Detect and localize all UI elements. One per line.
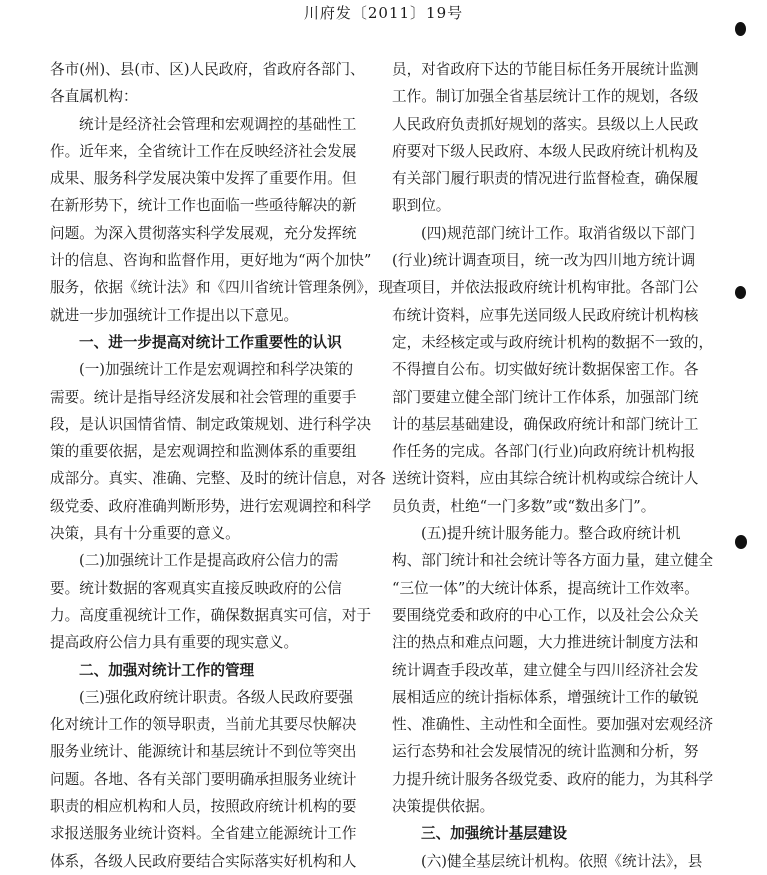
text-line: 服务业统计、能源统计和基层统计不到位等突出 (50, 743, 357, 761)
text-line: 作任务的完成。各部门(行业)向政府统计机构报 (392, 443, 696, 461)
text-line: 员，对省政府下达的节能目标任务开展统计监测 (392, 61, 699, 78)
text-line: 运行态势和社会发展情况的统计监测和分析，努 (392, 743, 699, 761)
text-line: 级党委、政府准确判断形势，进行宏观调控和科学 (50, 497, 372, 515)
text-line: (五)提升统计服务能力。整合政府统计机 (421, 525, 681, 543)
text-line: 问题。各地、各有关部门要明确承担服务业统计 (50, 770, 357, 788)
text-line: 计的信息、咨询和监督作用，更好地为“两个加快” (50, 252, 372, 270)
text-line: 作。近年来，全省统计工作在反映经济社会发展 (50, 142, 357, 160)
text-line: 要。统计数据的客观真实直接反映政府的公信 (50, 579, 342, 597)
text-line: 有关部门履行职责的情况进行监督检查，确保履 (392, 170, 699, 188)
text-line: 段，是认识国情省情、制定政策规划、进行科学决 (50, 415, 372, 433)
text-line: (行业)统计调查项目，统一改为四川地方统计调 (392, 252, 696, 270)
text-line: (一)加强统计工作是宏观调控和科学决策的 (79, 361, 354, 379)
text-line: 各市(州)、县(市、区)人民政府，省政府各部门、 (50, 61, 365, 78)
text-line: 注的热点和难点问题，大力推进统计制度方法和 (392, 634, 699, 652)
text-line: 构、部门统计和社会统计等各方面力量，建立健全 (392, 552, 714, 570)
text-line: 展相适应的统计指标体系，增强统计工作的敏锐 (392, 688, 699, 706)
text-line: 统计调查手段改革，建立健全与四川经济社会发 (392, 661, 699, 679)
right-text-column (392, 56, 712, 875)
text-line: 布统计资料，应事先送同级人民政府统计机构核 (392, 306, 699, 324)
text-line: 职责的相应机构和人员，按照政府统计机构的要 (50, 798, 357, 816)
text-line: 员负责，杜绝“一门多数”或“数出多门”。 (392, 497, 656, 515)
text-line: (四)规范部门统计工作。取消省级以下部门 (421, 224, 696, 242)
text-line: (六)健全基层统计机构。依照《统计法》，县 (421, 852, 703, 870)
text-line: 决策，具有十分重要的意义。 (50, 525, 240, 543)
text-line: 力。高度重视统计工作，确保数据真实可信，对于 (50, 606, 372, 624)
text-line: 府要对下级人民政府、本级人民政府统计机构及 (392, 142, 699, 160)
text-line: 计的基层基础建设，确保政府统计和部门统计工 (392, 415, 699, 433)
text-line: 职到位。 (392, 197, 451, 215)
text-line: 服务，依据《统计法》和《四川省统计管理条例》，现 (50, 279, 393, 297)
scan-blot (735, 535, 747, 549)
text-line: 成部分。真实、准确、完整、及时的统计信息，对各 (50, 470, 386, 488)
text-line: 提高政府公信力具有重要的现实意义。 (50, 634, 299, 652)
text-line: 部门要建立健全部门统计工作体系，加强部门统 (392, 388, 699, 406)
text-line: 求报送服务业统计资料。全省建立能源统计工作 (50, 825, 357, 843)
text-line: 查项目，并依法报政府统计机构审批。各部门公 (392, 279, 699, 297)
text-line: “三位一体”的大统计体系，提高统计工作效率。 (392, 579, 699, 597)
left-text-column (50, 56, 393, 875)
text-line: 体系，各级人民政府要结合实际落实好机构和人 (50, 852, 357, 870)
text-line: 问题。为深入贯彻落实科学发展观，充分发挥统 (50, 224, 357, 242)
text-line: 统计是经济社会管理和宏观调控的基础性工 (79, 115, 357, 133)
text-line: 不得擅自公布。切实做好统计数据保密工作。各 (392, 361, 699, 379)
text-line: (三)强化政府统计职责。各级人民政府要强 (79, 688, 354, 706)
text-line: 各直属机构： (50, 88, 138, 106)
text-line: 成果、服务科学发展决策中发挥了重要作用。但 (50, 170, 357, 188)
text-line: 需要。统计是指导经济发展和社会管理的重要手 (50, 388, 357, 406)
section-heading: 二、加强对统计工作的管理 (79, 661, 255, 679)
document-number-header: 川府发〔2011〕19号 (303, 4, 464, 22)
text-line: (二)加强统计工作是提高政府公信力的需 (79, 552, 339, 570)
text-line: 送统计资料，应由其综合统计机构或综合统计人 (392, 470, 699, 488)
text-line: 化对统计工作的领导职责，当前尤其要尽快解决 (50, 716, 357, 734)
text-line: 要围绕党委和政府的中心工作，以及社会公众关 (392, 606, 699, 624)
text-line: 人民政府负责抓好规划的落实。县级以上人民政 (392, 115, 699, 133)
text-line: 决策提供依据。 (392, 798, 495, 816)
scan-blot (735, 22, 746, 36)
text-line: 力提升统计服务各级党委、政府的能力，为其科学 (392, 770, 714, 788)
section-heading: 一、进一步提高对统计工作重要性的认识 (79, 333, 342, 351)
text-line: 性、准确性、主动性和全面性。要加强对宏观经济 (392, 716, 714, 734)
text-line: 策的重要依据，是宏观调控和监测体系的重要组 (50, 443, 357, 461)
text-line: 定，未经核定或与政府统计机构的数据不一致的， (392, 333, 714, 351)
text-line: 工作。制订加强全省基层统计工作的规划，各级 (392, 88, 699, 106)
text-line: 在新形势下，统计工作也面临一些亟待解决的新 (50, 197, 357, 215)
section-heading: 三、加强统计基层建设 (421, 825, 567, 843)
scan-blot (735, 286, 746, 299)
text-line: 就进一步加强统计工作提出以下意见。 (50, 306, 299, 324)
